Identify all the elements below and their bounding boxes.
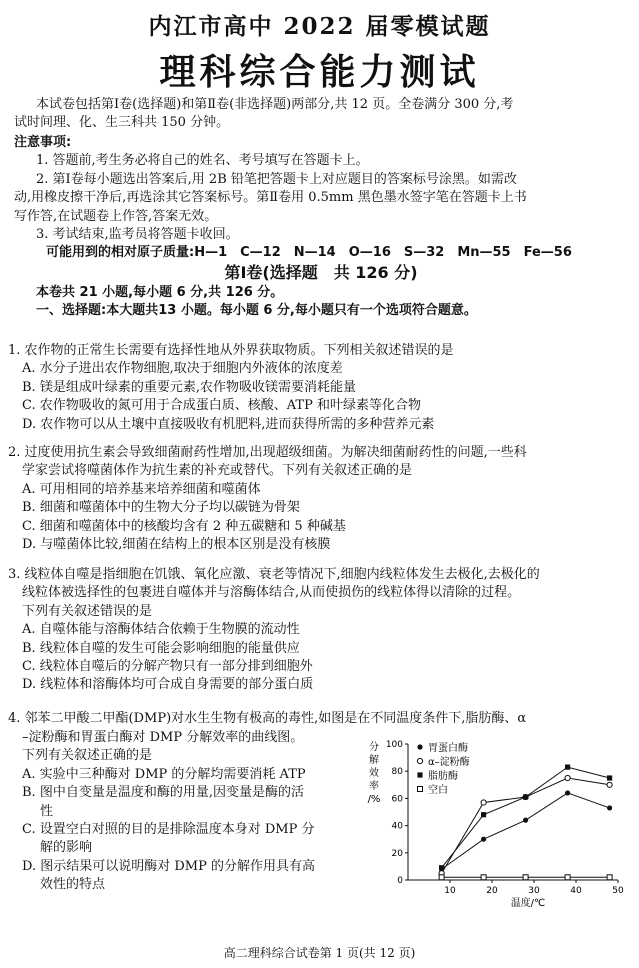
exam-title: 内江市高中 2022 届零模试题 bbox=[148, 13, 491, 40]
y-label-char: 效 bbox=[369, 768, 379, 779]
option-b: B. 线粒体自噬的发生可能会影响细胞的能量供应 bbox=[22, 640, 300, 656]
question-stem: 线粒体被选择性的包裹进自噬体并与溶酶体结合,从而使损伤的线粒体得以清除的过程。 bbox=[22, 585, 521, 601]
page-footer: 高二理科综合试卷第 1 页(共 12 页) bbox=[223, 946, 416, 960]
data-point-1 bbox=[481, 800, 486, 805]
option-a: A. 自噬体能与溶酶体结合依赖于生物膜的流动性 bbox=[22, 622, 300, 638]
option-a: A. 水分子进出农作物细胞,取决于细胞内外液体的浓度差 bbox=[22, 361, 343, 377]
notes-heading: 注意事项: bbox=[14, 135, 72, 150]
note-item: 动,用橡皮擦干净后,再选涂其它答案标号。第Ⅱ卷用 0.5mm 黑色墨水签字笔在答题卡上书 bbox=[14, 190, 527, 206]
option-b-cont: 性 bbox=[40, 803, 54, 819]
series-line-1 bbox=[442, 778, 610, 873]
part1-title: 第Ⅰ卷(选择题 共 126 分) bbox=[224, 263, 418, 282]
data-point-2 bbox=[565, 765, 570, 770]
data-point-1 bbox=[565, 775, 570, 780]
option-a: A. 实验中三种酶对 DMP 的分解均需要消耗 ATP bbox=[22, 766, 306, 782]
question-3 bbox=[8, 566, 628, 695]
x-tick-label: 30 bbox=[528, 886, 540, 896]
data-point-0 bbox=[481, 837, 486, 842]
y-label-char: 率 bbox=[369, 781, 379, 792]
question-stem: –淀粉酶和胃蛋白酶对 DMP 分解效率的曲线图。 bbox=[22, 730, 304, 745]
note-item: 2. 第Ⅰ卷每小题选出答案后,用 2B 铅笔把答题卡上对应题目的答案标号涂黑。如需改 bbox=[36, 171, 517, 187]
x-tick-label: 10 bbox=[444, 886, 456, 896]
y-label-char: 解 bbox=[369, 755, 379, 766]
data-point-2 bbox=[607, 775, 612, 780]
option-c: C. 农作物吸收的氮可用于合成蛋白质、核酸、ATP 和叶绿素等化合物 bbox=[22, 398, 421, 414]
option-c: C. 细菌和噬菌体中的核酸均含有 2 种五碳糖和 5 种碱基 bbox=[22, 518, 346, 534]
option-b: B. 图中自变量是温度和酶的用量,因变量是酶的活 bbox=[22, 785, 304, 801]
legend-label: 空白 bbox=[428, 785, 448, 796]
note-item: 写作答,在试题卷上作答,答案无效。 bbox=[14, 208, 218, 224]
note-item: 1. 答题前,考生务必将自己的姓名、考号填写在答题卡上。 bbox=[36, 153, 369, 169]
y-tick-label: 80 bbox=[391, 767, 403, 778]
y-label-char: /% bbox=[367, 794, 381, 805]
x-tick-label: 20 bbox=[486, 886, 498, 896]
option-d: D. 线粒体和溶酶体均可合成自身需要的部分蛋白质 bbox=[22, 677, 314, 693]
part1-info: 本卷共 21 小题,每小题 6 分,共 126 分。 bbox=[36, 285, 284, 300]
question-1 bbox=[8, 342, 628, 434]
question-4-body bbox=[8, 729, 358, 895]
question-stem: 下列有关叙述错误的是 bbox=[22, 603, 153, 619]
x-tick-label: 40 bbox=[570, 886, 582, 896]
option-d: D. 与噬菌体比较,细菌在结构上的根本区别是没有核膜 bbox=[22, 537, 331, 553]
question-stem: 3. 线粒体自噬是指细胞在饥饿、氧化应激、衰老等情况下,细胞内线粒体发生去极化,去极化的 bbox=[8, 567, 540, 582]
part1-header bbox=[14, 262, 628, 321]
option-b: B. 镁是组成叶绿素的重要元素,农作物吸收镁需要消耗能量 bbox=[22, 379, 356, 395]
data-point-3 bbox=[439, 875, 444, 880]
legend-marker bbox=[417, 744, 422, 749]
option-d: D. 农作物可以从土壤中直接吸收有机肥料,进而获得所需的多种营养元素 bbox=[22, 416, 435, 432]
data-point-3 bbox=[565, 875, 570, 880]
y-tick-label: 20 bbox=[391, 848, 403, 859]
legend-label: 胃蛋白酶 bbox=[428, 743, 468, 754]
question-4-stem bbox=[8, 710, 628, 728]
data-point-0 bbox=[607, 805, 612, 810]
y-axis-label bbox=[368, 740, 381, 805]
x-tick-label: 50 bbox=[612, 886, 624, 896]
legend-label: 脂肪酶 bbox=[428, 771, 458, 782]
option-c-cont: 解的影响 bbox=[40, 840, 93, 856]
legend bbox=[417, 741, 469, 796]
question-stem: 学家尝试将噬菌体作为抗生素的补充或替代。下列有关叙述正确的是 bbox=[22, 463, 413, 479]
intro-line: 本试卷包括第Ⅰ卷(选择题)和第Ⅱ卷(非选择题)两部分,共 12 页。全卷满分 300 分,考 bbox=[36, 97, 514, 112]
data-point-0 bbox=[523, 818, 528, 823]
data-point-2 bbox=[481, 812, 486, 817]
intro bbox=[14, 96, 628, 133]
data-point-3 bbox=[481, 875, 486, 880]
note-item: 3. 考试结束,监考员将答题卡收回。 bbox=[36, 227, 239, 243]
question-stem: 1. 农作物的正常生长需要有选择性地从外界获取物质。下列相关叙述错误的是 bbox=[8, 343, 454, 358]
y-tick-label: 100 bbox=[385, 740, 403, 750]
y-tick-label: 60 bbox=[391, 794, 403, 805]
notes bbox=[14, 134, 628, 263]
option-c: C. 线粒体自噬后的分解产物只有一部分排到细胞外 bbox=[22, 659, 313, 675]
question-stem: 下列有关叙述正确的是 bbox=[22, 748, 153, 764]
series-lines bbox=[439, 765, 612, 880]
y-tick-label: 0 bbox=[397, 876, 403, 886]
data-point-3 bbox=[607, 875, 612, 880]
question-stem: 2. 过度使用抗生素会导致细菌耐药性增加,出现超级细菌。为解决细菌耐药性的问题,一些科 bbox=[8, 445, 527, 460]
atomic-masses: 可能用到的相对原子质量:H—1 C—12 N—14 O—16 S—32 Mn—55 Fe—56 bbox=[46, 245, 572, 261]
data-point-0 bbox=[565, 790, 570, 795]
legend-marker bbox=[417, 758, 422, 763]
option-b: B. 细菌和噬菌体中的生物大分子均以碳链为骨架 bbox=[22, 500, 300, 516]
exam-subtitle: 理科综合能力测试 bbox=[159, 51, 480, 93]
x-axis-label: 温度/℃ bbox=[510, 898, 546, 909]
option-d-cont: 效性的特点 bbox=[40, 877, 106, 893]
data-point-1 bbox=[607, 782, 612, 787]
y-tick-label: 40 bbox=[391, 821, 403, 832]
legend-marker bbox=[418, 787, 423, 792]
option-a: A. 可用相同的培养基来培养细菌和噬菌体 bbox=[22, 481, 261, 497]
data-point-3 bbox=[523, 875, 528, 880]
enzyme-chart bbox=[362, 736, 632, 916]
data-point-2 bbox=[523, 794, 528, 799]
section-heading: 一、选择题:本大题共13 小题。每小题 6 分,每小题只有一个选项符合题意。 bbox=[36, 303, 477, 319]
data-point-2 bbox=[439, 865, 444, 870]
legend-marker bbox=[417, 772, 422, 777]
question-stem: 4. 邻苯二甲酸二甲酯(DMP)对水生生物有极高的毒性,如图是在不同温度条件下,脂肪酶、α bbox=[8, 711, 527, 726]
intro-line: 试时间理、化、生三科共 150 分钟。 bbox=[14, 115, 230, 131]
legend-label: α–淀粉酶 bbox=[428, 757, 470, 768]
question-2 bbox=[8, 444, 628, 554]
option-d: D. 图示结果可以说明酶对 DMP 的分解作用具有高 bbox=[22, 858, 315, 874]
y-label-char: 分 bbox=[369, 742, 379, 753]
series-line-2 bbox=[442, 767, 610, 868]
option-c: C. 设置空白对照的目的是排除温度本身对 DMP 分 bbox=[22, 822, 315, 838]
